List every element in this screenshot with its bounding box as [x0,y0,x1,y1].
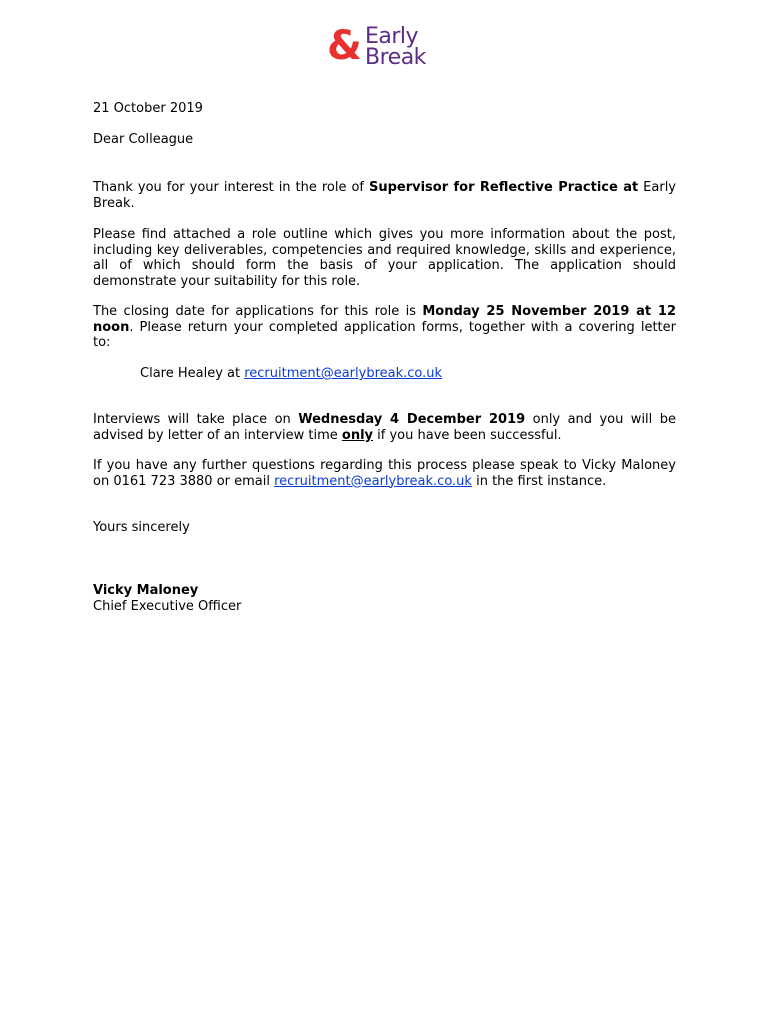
paragraph-interest-text-1: Thank you for your interest in the role of [93,180,369,195]
interviews-text-1: Interviews will take place on [93,412,299,427]
contact-line [140,366,680,382]
letter-salutation: Dear Colleague [93,132,194,147]
paragraph-attachment: Please find attached a role outline which gives you more information about the post, including key deliverables, competencies and required knowledge, skills and experience, all of which should form the basis of your application. The application should demonstrate your suitability for this role. [93,227,676,289]
closing-date-text-1: The closing date for applications for this role is [93,304,423,319]
questions-text-1: If you have any further questions regarding this process please speak to Vicky Maloney on 0161 723 3880 or email [93,458,676,489]
logo-ampersand-mark: & [327,23,362,69]
questions-text-2: in the first instance. [471,473,607,489]
closing-date-text-2: . Please return your completed application forms, together with a covering letter to: [93,319,676,351]
interviews-text-3: if you have been successful. [373,427,562,443]
early-break-logo [327,23,447,72]
paragraph-questions [93,458,676,489]
logo-word-break: Break [365,45,426,70]
paragraph-interest-text-2: Early Break. [93,180,677,211]
role-title: Supervisor for Reflective Practice at [368,180,639,195]
logo-wordmark [365,26,426,68]
questions-email-link[interactable]: recruitment@earlybreak.co.uk [274,473,472,489]
contact-name: Clare Healey at [140,366,245,381]
paragraph-interest [93,180,676,211]
letter-date: 21 October 2019 [93,101,203,116]
signatory-name-bold: Vicky Maloney [93,583,199,598]
paragraph-closing-date [93,304,676,351]
paragraph-interviews [93,412,676,443]
letter-closing: Yours sincerely [93,520,190,535]
logo-word-early: Early [365,24,419,49]
interview-date: Wednesday 4 December 2019 [298,412,526,427]
interviews-text-2: only and you will be advised by letter of an interview time [93,412,676,443]
interviews-only-emphasis: only [341,427,374,443]
signatory-name [93,583,676,599]
closing-date: Monday 25 November 2019 at 12 noon [93,304,676,335]
recruitment-email-link[interactable]: recruitment@earlybreak.co.uk [244,366,443,381]
signatory-title: Chief Executive Officer [93,599,242,614]
